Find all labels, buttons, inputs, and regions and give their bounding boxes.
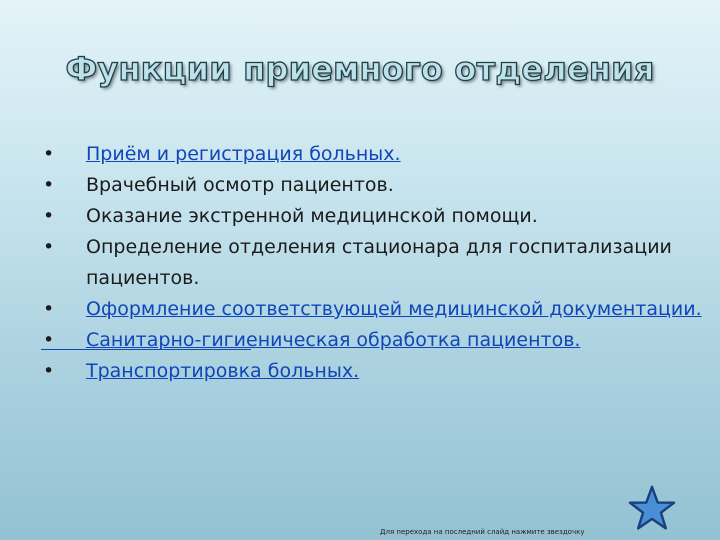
slide-title: Функции приемного отделения — [65, 50, 655, 88]
list-item — [40, 325, 710, 356]
bullet: • — [43, 360, 55, 382]
list-item — [40, 232, 710, 294]
link-underline-extension — [41, 349, 251, 350]
bullet: • — [43, 329, 55, 351]
list-item — [40, 356, 710, 387]
list-item — [40, 139, 710, 170]
bullet: • — [43, 236, 55, 258]
list-item-text: Оказание экстренной медицинской помощи. — [86, 205, 538, 227]
star-shape[interactable] — [630, 487, 674, 528]
list-item-text: Врачебный осмотр пациентов. — [86, 174, 394, 196]
list-item — [40, 170, 710, 201]
star-icon[interactable] — [628, 485, 676, 533]
list-item-link[interactable]: Транспортировка больных. — [86, 360, 360, 382]
list-item-link[interactable]: Оформление соответствующей медицинской документации. — [86, 298, 702, 320]
bullet: • — [43, 298, 55, 320]
list-item-link[interactable]: Санитарно-гигиеническая обработка пациентов. — [86, 329, 581, 351]
footer-hint: Для перехода на последний слайд нажмите звездочку — [380, 528, 585, 536]
list-item-text: Определение отделения стационара для госпитализации пациентов. — [86, 236, 672, 289]
list-item-link[interactable]: Приём и регистрация больных. — [86, 143, 401, 165]
list-item — [40, 294, 710, 325]
list-item — [40, 201, 710, 232]
bullet: • — [43, 174, 55, 196]
bullet: • — [43, 143, 55, 165]
bullet: • — [43, 205, 55, 227]
